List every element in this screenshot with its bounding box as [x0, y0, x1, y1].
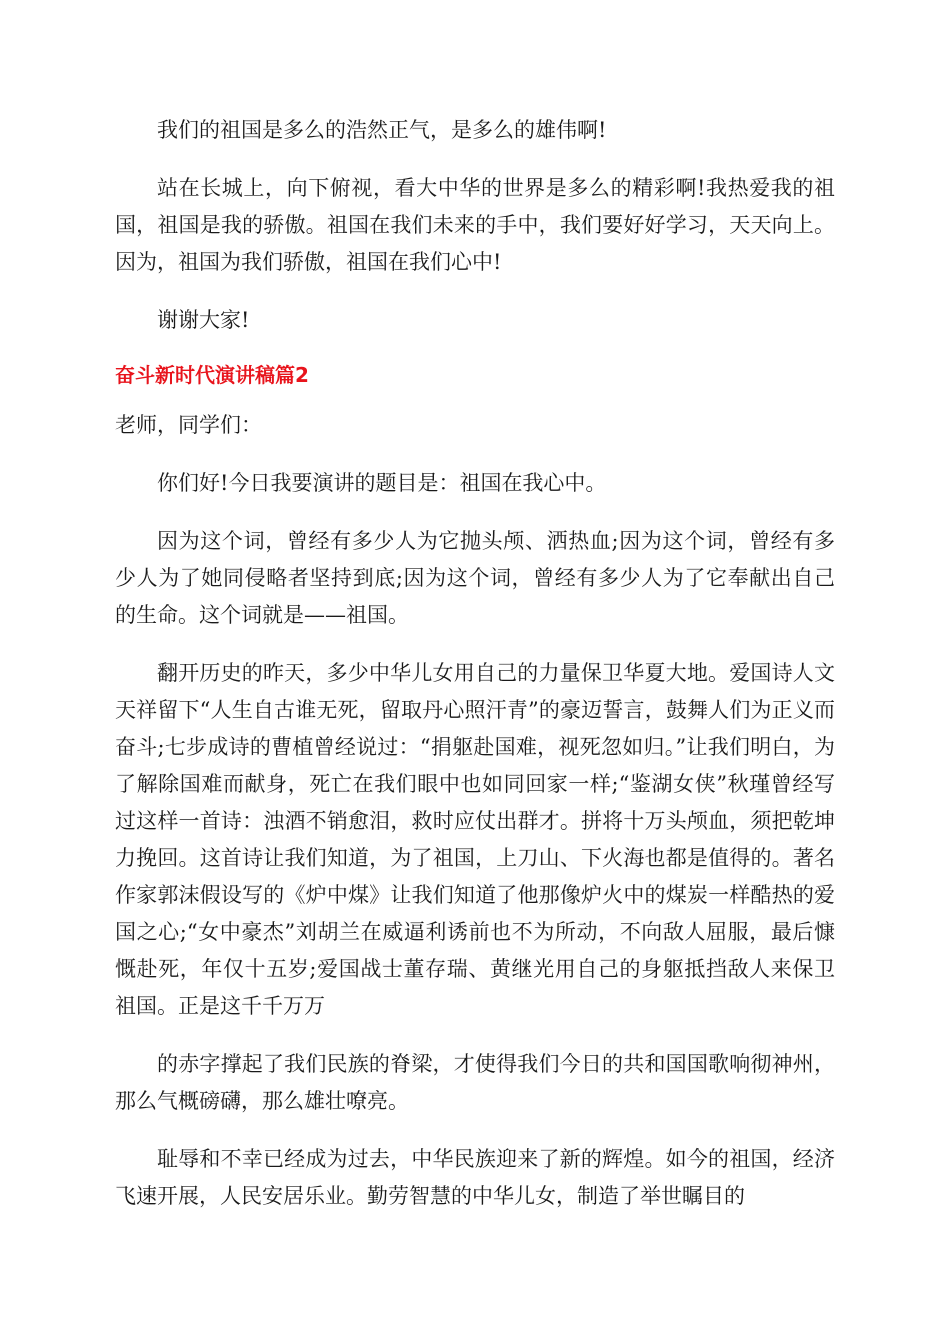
paragraph: 因为这个词，曾经有多少人为它抛头颅、洒热血;因为这个词，曾经有多少人为了她同侵略者坚持到底;因为这个词，曾经有多少人为了它奉献出自己的生命。这个词就是——祖国。	[115, 529, 835, 627]
paragraph: 你们好!今日我要演讲的题目是：祖国在我心中。	[157, 471, 607, 495]
document-body	[115, 112, 835, 1236]
paragraph: 耻辱和不幸已经成为过去，中华民族迎来了新的辉煌。如今的祖国，经济飞速开展，人民安居乐业。勤劳智慧的中华儿女，制造了举世瞩目的	[115, 1147, 835, 1208]
paragraph: 谢谢大家!	[157, 308, 250, 332]
paragraph: 我们的祖国是多么的浩然正气，是多么的雄伟啊!	[157, 118, 607, 142]
paragraph: 站在长城上，向下俯视，看大中华的世界是多么的精彩啊!我热爱我的祖国，祖国是我的骄傲。祖国在我们未来的手中，我们要好好学习，天天向上。因为，祖国为我们骄傲，祖国在我们心中!	[115, 176, 835, 274]
section-title: 奋斗新时代演讲稿篇2	[115, 363, 309, 387]
paragraph: 翻开历史的昨天，多少中华儿女用自己的力量保卫华夏大地。爱国诗人文天祥留下“人生自古谁无死，留取丹心照汗青”的豪迈誓言，鼓舞人们为正义而奋斗;七步成诗的曹植曾经说过：“捐躯赴国难，视死忽如归。”让我们明白，为了解除国难而献身，死亡在我们眼中也如同回家一样;“鉴湖女侠”秋瑾曾经写过这样一首诗：浊酒不销愈泪，救时应仗出群才。拼将十万头颅血，须把乾坤力挽回。这首诗让我们知道，为了祖国，上刀山、下火海也都是值得的。著名作家郭沫假设写的《炉中煤》让我们知道了他那像炉火中的煤炭一样酷热的爱国之心;“女中豪杰”刘胡兰在威逼利诱前也不为所动，不向敌人屈服，最后慷慨赴死，年仅十五岁;爱国战士董存瑞、黄继光用自己的身躯抵挡敌人来保卫祖国。正是这千千万万	[115, 661, 835, 1018]
salutation: 老师，同学们：	[115, 413, 262, 437]
paragraph: 的赤字撑起了我们民族的脊梁，才使得我们今日的共和国国歌响彻神州，那么气概磅礴，那么雄壮嘹亮。	[115, 1052, 835, 1113]
